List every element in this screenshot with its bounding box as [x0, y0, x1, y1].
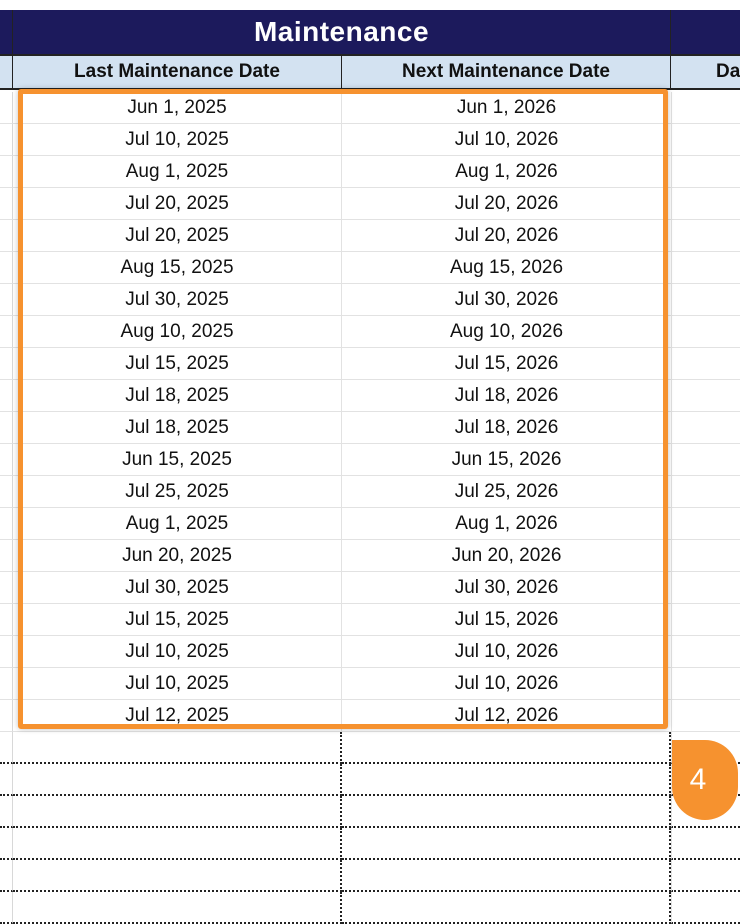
empty-cell[interactable]	[342, 764, 671, 796]
table-row	[0, 444, 740, 476]
table-row	[0, 284, 740, 316]
title-band-left-stub	[0, 10, 12, 54]
row-stub-cell[interactable]	[0, 476, 13, 508]
row-stub-cell[interactable]	[0, 220, 13, 252]
empty-cell[interactable]	[13, 732, 342, 764]
header-bottom-border	[0, 88, 740, 90]
last-maintenance-cell[interactable]: Jul 18, 2025	[13, 380, 342, 412]
partial-column-cell[interactable]	[671, 540, 740, 572]
last-maintenance-cell[interactable]: Jul 15, 2025	[13, 348, 342, 380]
table-row	[0, 252, 740, 284]
table-row	[0, 316, 740, 348]
empty-cell[interactable]	[0, 764, 13, 796]
empty-cell[interactable]	[671, 860, 740, 892]
last-maintenance-cell[interactable]: Aug 1, 2025	[13, 156, 342, 188]
row-stub-cell[interactable]	[0, 444, 13, 476]
empty-row	[0, 764, 740, 796]
next-maintenance-cell[interactable]: Jul 20, 2026	[342, 188, 671, 220]
empty-cell[interactable]	[342, 796, 671, 828]
empty-cell[interactable]	[342, 828, 671, 860]
partial-column-cell[interactable]	[671, 156, 740, 188]
row-stub-cell[interactable]	[0, 348, 13, 380]
next-maintenance-cell[interactable]: Jul 30, 2026	[342, 572, 671, 604]
empty-cell[interactable]	[13, 860, 342, 892]
empty-cell[interactable]	[342, 860, 671, 892]
last-maintenance-cell[interactable]: Jun 15, 2025	[13, 444, 342, 476]
header-vline-2	[341, 56, 342, 90]
empty-cell[interactable]	[342, 892, 671, 924]
partial-column-cell[interactable]	[671, 380, 740, 412]
next-maintenance-cell[interactable]: Jul 12, 2026	[342, 700, 671, 732]
row-stub-cell[interactable]	[0, 412, 13, 444]
partial-column-cell[interactable]	[671, 220, 740, 252]
partial-column-cell[interactable]	[671, 476, 740, 508]
row-stub-cell[interactable]	[0, 668, 13, 700]
empty-cell[interactable]	[0, 892, 13, 924]
last-maintenance-cell[interactable]: Aug 15, 2025	[13, 252, 342, 284]
row-stub-cell[interactable]	[0, 124, 13, 156]
table-row	[0, 572, 740, 604]
last-maintenance-cell[interactable]: Aug 1, 2025	[13, 508, 342, 540]
partial-column-cell[interactable]	[671, 124, 740, 156]
empty-row	[0, 796, 740, 828]
next-maintenance-cell[interactable]: Aug 10, 2026	[342, 316, 671, 348]
partial-column-cell[interactable]	[671, 412, 740, 444]
row-stub-cell[interactable]	[0, 284, 13, 316]
row-stub-cell[interactable]	[0, 508, 13, 540]
empty-cell[interactable]	[13, 892, 342, 924]
last-maintenance-cell[interactable]: Jul 20, 2025	[13, 220, 342, 252]
table-row	[0, 92, 740, 124]
empty-cell[interactable]	[671, 892, 740, 924]
table-row	[0, 668, 740, 700]
header-vline-3	[670, 10, 671, 90]
last-maintenance-cell[interactable]: Jul 10, 2025	[13, 668, 342, 700]
partial-column-cell[interactable]	[671, 92, 740, 124]
empty-cell[interactable]	[0, 732, 13, 764]
partial-column-cell[interactable]	[671, 668, 740, 700]
empty-row	[0, 828, 740, 860]
row-stub-cell[interactable]	[0, 156, 13, 188]
row-stub-cell[interactable]	[0, 188, 13, 220]
last-maintenance-cell[interactable]: Jul 18, 2025	[13, 412, 342, 444]
next-maintenance-cell[interactable]: Jun 15, 2026	[342, 444, 671, 476]
table-row	[0, 380, 740, 412]
last-maintenance-cell[interactable]: Jul 10, 2025	[13, 124, 342, 156]
last-maintenance-cell[interactable]: Jul 30, 2025	[13, 572, 342, 604]
partial-column-cell[interactable]	[671, 572, 740, 604]
partial-column-cell[interactable]	[671, 636, 740, 668]
table-row	[0, 220, 740, 252]
partial-column-cell[interactable]	[671, 348, 740, 380]
row-stub-cell[interactable]	[0, 604, 13, 636]
empty-row	[0, 892, 740, 924]
table-row	[0, 188, 740, 220]
partial-column-cell[interactable]	[671, 700, 740, 732]
header-vline-1	[12, 10, 13, 90]
empty-cell[interactable]	[671, 828, 740, 860]
table-row	[0, 604, 740, 636]
row-stub-cell[interactable]	[0, 572, 13, 604]
table-row	[0, 508, 740, 540]
last-maintenance-cell[interactable]: Jul 30, 2025	[13, 284, 342, 316]
row-stub-cell[interactable]	[0, 636, 13, 668]
empty-cell[interactable]	[13, 796, 342, 828]
empty-cell[interactable]	[13, 828, 342, 860]
empty-cell[interactable]	[0, 828, 13, 860]
next-maintenance-cell[interactable]: Jul 15, 2026	[342, 348, 671, 380]
last-maintenance-cell[interactable]: Jul 20, 2025	[13, 188, 342, 220]
title-band-next-group[interactable]	[671, 10, 740, 54]
next-maintenance-cell[interactable]: Jul 20, 2026	[342, 220, 671, 252]
row-stub-cell[interactable]	[0, 252, 13, 284]
header-next-maintenance-date[interactable]: Next Maintenance Date	[342, 56, 670, 88]
table-row	[0, 636, 740, 668]
next-maintenance-cell[interactable]: Jul 10, 2026	[342, 636, 671, 668]
next-maintenance-cell[interactable]: Jul 30, 2026	[342, 284, 671, 316]
empty-row	[0, 860, 740, 892]
next-maintenance-cell[interactable]: Aug 15, 2026	[342, 252, 671, 284]
table-row	[0, 700, 740, 732]
table-row	[0, 156, 740, 188]
row-stub-cell[interactable]	[0, 316, 13, 348]
row-stub-cell[interactable]	[0, 700, 13, 732]
header-divider	[0, 54, 740, 56]
row-stub-cell[interactable]	[0, 380, 13, 412]
maintenance-group-title[interactable]: Maintenance	[13, 10, 670, 54]
last-maintenance-cell[interactable]: Jul 10, 2025	[13, 636, 342, 668]
table-row	[0, 412, 740, 444]
empty-cell[interactable]	[342, 732, 671, 764]
table-row	[0, 540, 740, 572]
step-badge	[672, 740, 738, 820]
empty-cell[interactable]	[0, 860, 13, 892]
next-maintenance-cell[interactable]: Aug 1, 2026	[342, 508, 671, 540]
partial-column-cell[interactable]	[671, 444, 740, 476]
table-row	[0, 476, 740, 508]
header-left-stub[interactable]	[0, 56, 12, 88]
next-maintenance-cell[interactable]: Jun 1, 2026	[342, 92, 671, 124]
next-maintenance-cell[interactable]: Jul 18, 2026	[342, 412, 671, 444]
next-maintenance-cell[interactable]: Jun 20, 2026	[342, 540, 671, 572]
empty-cell[interactable]	[13, 764, 342, 796]
empty-row	[0, 732, 740, 764]
last-maintenance-cell[interactable]: Jul 12, 2025	[13, 700, 342, 732]
next-maintenance-cell[interactable]: Aug 1, 2026	[342, 156, 671, 188]
partial-column-cell[interactable]	[671, 316, 740, 348]
empty-cell[interactable]	[0, 796, 13, 828]
partial-column-cell[interactable]	[671, 284, 740, 316]
next-maintenance-cell[interactable]: Jul 18, 2026	[342, 380, 671, 412]
partial-column-cell[interactable]	[671, 508, 740, 540]
last-maintenance-cell[interactable]: Jul 25, 2025	[13, 476, 342, 508]
partial-column-cell[interactable]	[671, 604, 740, 636]
table-row	[0, 348, 740, 380]
last-maintenance-cell[interactable]: Jul 15, 2025	[13, 604, 342, 636]
next-maintenance-cell[interactable]: Jul 10, 2026	[342, 668, 671, 700]
header-last-maintenance-date[interactable]: Last Maintenance Date	[13, 56, 341, 88]
table-row	[0, 124, 740, 156]
next-maintenance-cell[interactable]: Jul 15, 2026	[342, 604, 671, 636]
next-maintenance-cell[interactable]: Jul 25, 2026	[342, 476, 671, 508]
partial-column-cell[interactable]	[671, 252, 740, 284]
row-stub-cell[interactable]	[0, 92, 13, 124]
row-stub-cell[interactable]	[0, 540, 13, 572]
last-maintenance-cell[interactable]: Aug 10, 2025	[13, 316, 342, 348]
next-maintenance-cell[interactable]: Jul 10, 2026	[342, 124, 671, 156]
badge-number: 4	[689, 763, 707, 796]
partial-column-cell[interactable]	[671, 188, 740, 220]
last-maintenance-cell[interactable]: Jun 1, 2025	[13, 92, 342, 124]
last-maintenance-cell[interactable]: Jun 20, 2025	[13, 540, 342, 572]
header-partial-column[interactable]: Da	[671, 56, 740, 88]
